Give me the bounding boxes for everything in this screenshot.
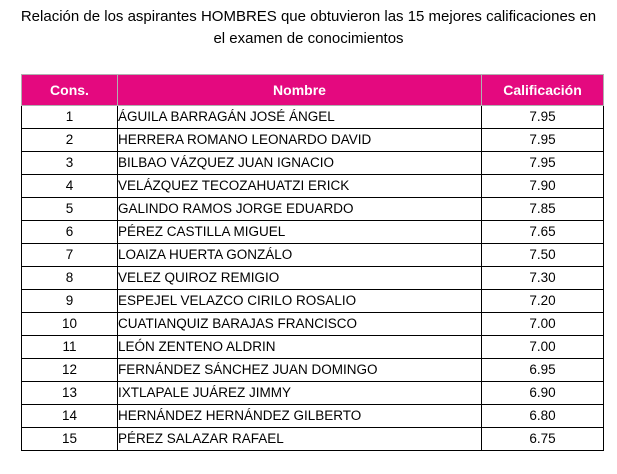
- cell-nombre: GALINDO RAMOS JORGE EDUARDO: [118, 198, 482, 221]
- cell-nombre: IXTLAPALE JUÁREZ JIMMY: [118, 382, 482, 405]
- cell-calificacion: 7.95: [482, 152, 604, 175]
- cell-nombre: BILBAO VÁZQUEZ JUAN IGNACIO: [118, 152, 482, 175]
- table-row: [22, 244, 604, 267]
- cell-cons: 10: [22, 313, 118, 336]
- cell-nombre: VELÁZQUEZ TECOZAHUATZI ERICK: [118, 175, 482, 198]
- cell-nombre: HERRERA ROMANO LEONARDO DAVID: [118, 129, 482, 152]
- table-row: [22, 382, 604, 405]
- cell-cons: 13: [22, 382, 118, 405]
- header-nombre: Nombre: [118, 75, 482, 106]
- cell-nombre: ESPEJEL VELAZCO CIRILO ROSALIO: [118, 290, 482, 313]
- cell-nombre: PÉREZ SALAZAR RAFAEL: [118, 428, 482, 451]
- table-row: [22, 221, 604, 244]
- cell-cons: 1: [22, 106, 118, 129]
- table-row: [22, 405, 604, 428]
- cell-cons: 7: [22, 244, 118, 267]
- document-title: [0, 6, 617, 50]
- cell-cons: 15: [22, 428, 118, 451]
- table-row: [22, 129, 604, 152]
- cell-cons: 9: [22, 290, 118, 313]
- cell-nombre: PÉREZ CASTILLA MIGUEL: [118, 221, 482, 244]
- cell-nombre: ÁGUILA BARRAGÁN JOSÉ ÁNGEL: [118, 106, 482, 129]
- cell-calificacion: 6.75: [482, 428, 604, 451]
- cell-calificacion: 7.20: [482, 290, 604, 313]
- cell-calificacion: 6.80: [482, 405, 604, 428]
- cell-cons: 5: [22, 198, 118, 221]
- table-row: [22, 198, 604, 221]
- cell-calificacion: 7.50: [482, 244, 604, 267]
- title-line-2: el examen de conocimientos: [213, 30, 404, 47]
- cell-cons: 8: [22, 267, 118, 290]
- cell-calificacion: 7.30: [482, 267, 604, 290]
- cell-nombre: VELEZ QUIROZ REMIGIO: [118, 267, 482, 290]
- header-calificacion: Calificación: [482, 75, 604, 106]
- cell-nombre: LEÓN ZENTENO ALDRIN: [118, 336, 482, 359]
- cell-calificacion: 7.95: [482, 106, 604, 129]
- table-row: [22, 267, 604, 290]
- cell-nombre: CUATIANQUIZ BARAJAS FRANCISCO: [118, 313, 482, 336]
- cell-calificacion: 6.90: [482, 382, 604, 405]
- cell-nombre: LOAIZA HUERTA GONZÁLO: [118, 244, 482, 267]
- cell-cons: 4: [22, 175, 118, 198]
- header-cons: Cons.: [22, 75, 118, 106]
- table-row: [22, 428, 604, 451]
- cell-calificacion: 7.00: [482, 336, 604, 359]
- cell-calificacion: 7.65: [482, 221, 604, 244]
- table-row: [22, 152, 604, 175]
- cell-cons: 11: [22, 336, 118, 359]
- table-header-row: [22, 75, 604, 106]
- table-body: [22, 106, 604, 451]
- table-row: [22, 290, 604, 313]
- table-row: [22, 336, 604, 359]
- cell-cons: 2: [22, 129, 118, 152]
- cell-cons: 3: [22, 152, 118, 175]
- cell-calificacion: 7.90: [482, 175, 604, 198]
- cell-cons: 6: [22, 221, 118, 244]
- results-table: [21, 74, 604, 451]
- title-line-1: Relación de los aspirantes HOMBRES que obtuvieron las 15 mejores calificaciones en: [20, 8, 597, 25]
- cell-calificacion: 7.00: [482, 313, 604, 336]
- table-row: [22, 175, 604, 198]
- cell-cons: 12: [22, 359, 118, 382]
- cell-nombre: FERNÁNDEZ SÁNCHEZ JUAN DOMINGO: [118, 359, 482, 382]
- table-row: [22, 106, 604, 129]
- cell-calificacion: 6.95: [482, 359, 604, 382]
- table-row: [22, 313, 604, 336]
- cell-nombre: HERNÁNDEZ HERNÁNDEZ GILBERTO: [118, 405, 482, 428]
- cell-calificacion: 7.95: [482, 129, 604, 152]
- cell-calificacion: 7.85: [482, 198, 604, 221]
- cell-cons: 14: [22, 405, 118, 428]
- table-row: [22, 359, 604, 382]
